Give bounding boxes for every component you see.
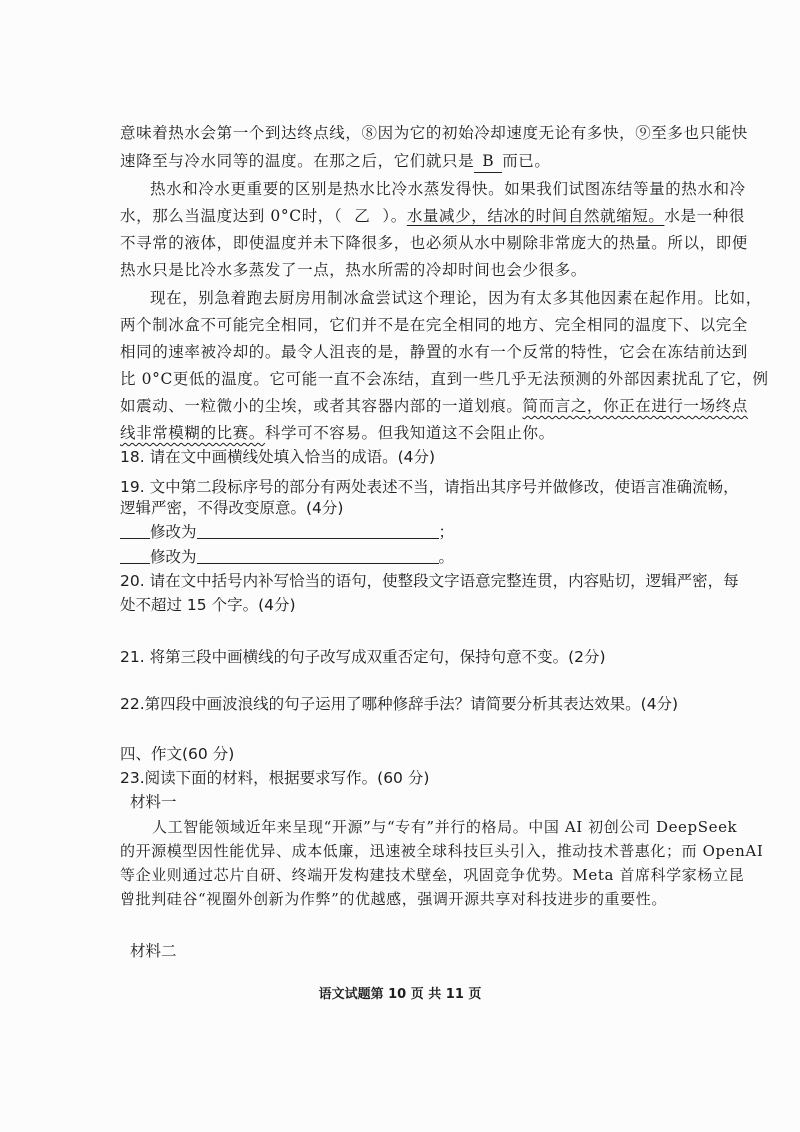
passage-p1-line1: 意味着热水会第一个到达终点线，⑧因为它的初始冷却速度无论有多快，⑨至多也只能快 — [120, 124, 748, 142]
answer-blank-number[interactable] — [120, 522, 150, 539]
passage-p1-line2 — [120, 150, 551, 173]
passage-p2-line4: 热水只是比冷水多蒸发了一点，热水所需的冷却时间也会少很多。 — [120, 261, 587, 279]
underlined-sentence: 水量减少，结冰的时间自然就缩短。 — [406, 207, 665, 225]
question-19-line1: 19. 文中第二段标序号的部分有两处表述不当，请指出其序号并做修改，使语言准确流畅， — [120, 478, 739, 496]
material-1-title: 材料一 — [130, 793, 177, 811]
wavy-sentence: 简而言之，你正在进行一场终点 — [522, 397, 748, 415]
passage-p2-line2 — [120, 205, 745, 227]
material-1-line2: 的开源模型因性能优异、成本低廉，迅速被全球科技巨头引入，推动技术普惠化；而 OpenAI — [120, 842, 764, 860]
question-19-line2: 逻辑严密，不得改变原意。(4分) — [120, 499, 344, 517]
passage-p3-line2: 两个制冰盒不可能完全相同，它们并不是在完全相同的地方、完全相同的温度下、以完全 — [120, 316, 748, 334]
question-22: 22.第四段中画波浪线的句子运用了哪种修辞手法？请简要分析其表达效果。(4分) — [120, 695, 679, 713]
blank-b: B — [474, 150, 502, 173]
page-footer: 语文试题第 10 页 共 11 页 — [318, 987, 482, 1002]
material-1-line1: 人工智能领域近年来呈现“开源”与“专有”并行的格局。中国 AI 初创公司 DeepSeek — [152, 818, 738, 836]
passage-text: 如震动、一粒微小的尘埃，或者其容器内部的一道划痕。 — [120, 397, 523, 415]
passage-p3-line6 — [120, 422, 555, 444]
material-1-line3: 等企业则通过芯片自研、终端开发构建技术壁垒，巩固竞争优势。Meta 首席科学家杨立昆 — [120, 866, 745, 884]
punct: 。 — [438, 548, 455, 566]
passage-p3-line3: 相同的速率被冷却的。最令人沮丧的是，静置的水有一个反常的特性，它会在冻结前达到 — [120, 343, 748, 361]
answer-blank-number[interactable] — [120, 547, 150, 564]
passage-text: 速降至与冷水同等的温度。在那之后，它们就只是 — [120, 152, 475, 170]
blank-yi: 乙 — [354, 207, 371, 225]
passage-text: ）。 — [382, 207, 407, 225]
question-21: 21. 将第三段中画横线的句子改写成双重否定句，保持句意不变。(2分) — [120, 648, 606, 666]
question-19-answer-2 — [120, 546, 454, 568]
question-20-line1: 20. 请在文中括号内补写恰当的语句，使整段文字语意完整连贯，内容贴切，逻辑严密，每 — [120, 572, 739, 590]
passage-p3-line4: 比 0°C更低的温度。它可能一直不会冻结，直到一些几乎无法预测的外部因素扰乱了它，例 — [120, 370, 769, 388]
question-18: 18. 请在文中画横线处填入恰当的成语。(4分) — [120, 448, 436, 466]
question-23: 23.阅读下面的材料，根据要求写作。(60 分) — [120, 769, 430, 787]
punct: ； — [438, 523, 455, 541]
passage-text: 科学可不容易。但我知道这不会阻止你。 — [264, 424, 555, 442]
passage-p3-line1: 现在，别急着跑去厨房用制冰盒尝试这个理论，因为有太多其他因素在起作用。比如， — [150, 289, 762, 307]
wavy-sentence: 线非常模糊的比赛。 — [120, 424, 265, 442]
answer-blank-text[interactable] — [197, 522, 439, 539]
passage-p2-line3: 不寻常的液体，即使温度并未下降很多，也必须从水中剔除非常庞大的热量。所以，即便 — [120, 234, 748, 252]
passage-text: 而已。 — [502, 152, 551, 170]
passage-p3-line5 — [120, 395, 748, 417]
passage-text: 水是一种很 — [664, 207, 745, 225]
material-2-title: 材料二 — [130, 942, 177, 960]
question-20-line2: 处不超过 15 个字。(4分) — [120, 596, 296, 614]
question-19-answer-1 — [120, 521, 454, 543]
fix-label: 修改为 — [150, 523, 197, 541]
answer-blank-text[interactable] — [197, 547, 439, 564]
fix-label: 修改为 — [150, 548, 197, 566]
section-heading: 四、作文(60 分) — [120, 745, 235, 763]
passage-text: 水，那么当温度达到 0°C时，（ — [120, 207, 343, 225]
material-1-line4: 曾批判硅谷“视圈外创新为作弊”的优越感，强调开源共享对科技进步的重要性。 — [120, 890, 667, 908]
passage-p2-line1: 热水和冷水更重要的区别是热水比冷水蒸发得快。如果我们试图冻结等量的热水和冷 — [150, 180, 746, 198]
